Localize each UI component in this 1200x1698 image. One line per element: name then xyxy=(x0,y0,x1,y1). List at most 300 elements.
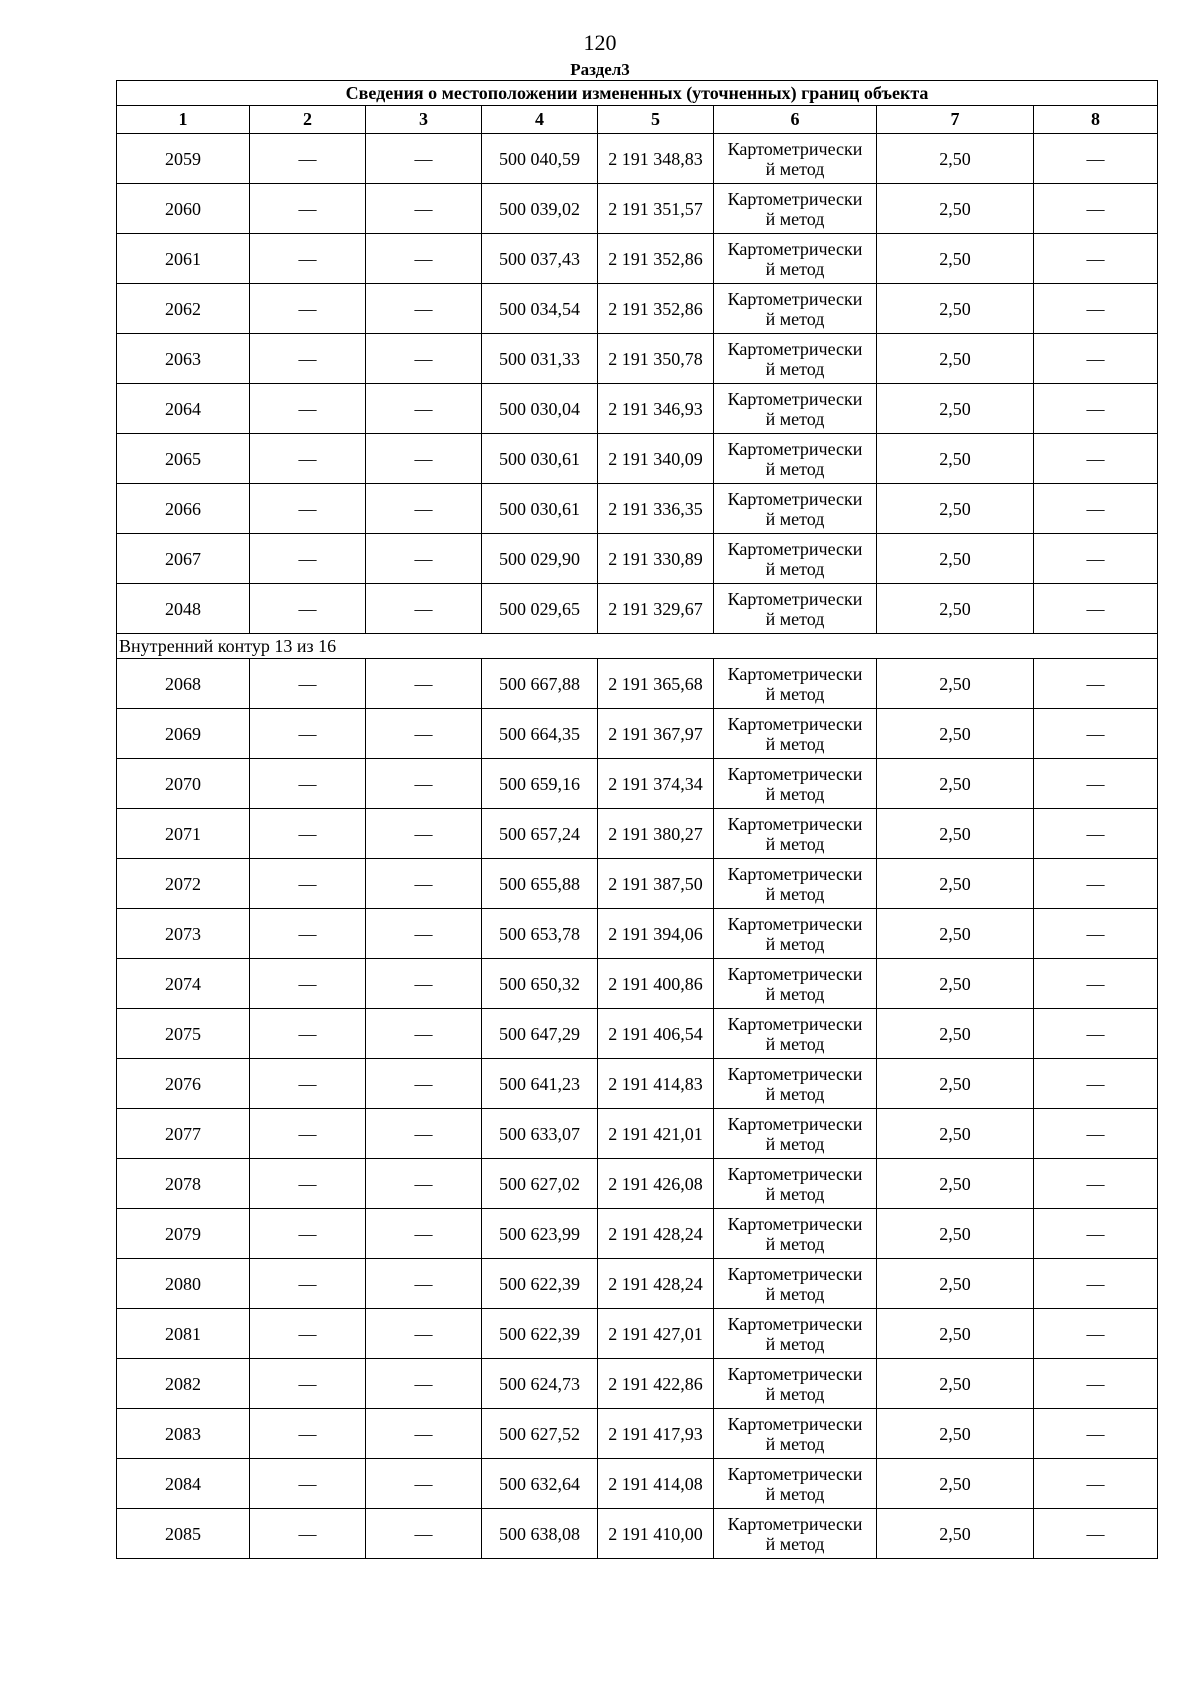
method-line-2: й метод xyxy=(765,208,825,229)
x-coordinate-cell: 500 622,39 xyxy=(482,1259,598,1309)
contour-label: Внутренний контур 13 из 16 xyxy=(117,634,1158,659)
empty-dash-cell: — xyxy=(366,284,482,334)
y-coordinate-cell: 2 191 365,68 xyxy=(598,659,714,709)
method-cell xyxy=(714,1409,877,1459)
point-number-cell: 2070 xyxy=(117,759,250,809)
empty-dash-cell: — xyxy=(1034,909,1158,959)
empty-dash-cell: — xyxy=(1034,1259,1158,1309)
empty-dash-cell: — xyxy=(1034,1209,1158,1259)
empty-dash-cell: — xyxy=(250,134,366,184)
method-cell xyxy=(714,434,877,484)
method-cell xyxy=(714,1009,877,1059)
x-coordinate-cell: 500 030,04 xyxy=(482,384,598,434)
column-number: 4 xyxy=(482,106,598,134)
section-title: Раздел3 xyxy=(570,60,630,79)
empty-dash-cell: — xyxy=(250,1009,366,1059)
method-cell xyxy=(714,1309,877,1359)
point-number-cell: 2063 xyxy=(117,334,250,384)
method-line-2: й метод xyxy=(765,1033,825,1054)
empty-dash-cell: — xyxy=(366,759,482,809)
method-cell xyxy=(714,959,877,1009)
empty-dash-cell: — xyxy=(366,1509,482,1559)
empty-dash-cell: — xyxy=(366,1309,482,1359)
table-row xyxy=(117,584,1158,634)
method-line-1: Картометрически xyxy=(727,1063,863,1084)
method-cell xyxy=(714,659,877,709)
x-coordinate-cell: 500 622,39 xyxy=(482,1309,598,1359)
y-coordinate-cell: 2 191 374,34 xyxy=(598,759,714,809)
y-coordinate-cell: 2 191 414,08 xyxy=(598,1459,714,1509)
empty-dash-cell: — xyxy=(366,1159,482,1209)
point-number-cell: 2074 xyxy=(117,959,250,1009)
table-row xyxy=(117,859,1158,909)
x-coordinate-cell: 500 040,59 xyxy=(482,134,598,184)
boundary-coordinates-table xyxy=(116,80,1158,1559)
method-cell xyxy=(714,384,877,434)
empty-dash-cell: — xyxy=(250,759,366,809)
y-coordinate-cell: 2 191 406,54 xyxy=(598,1009,714,1059)
outer-contour-rows xyxy=(117,134,1158,634)
x-coordinate-cell: 500 039,02 xyxy=(482,184,598,234)
x-coordinate-cell: 500 029,90 xyxy=(482,534,598,584)
empty-dash-cell: — xyxy=(366,909,482,959)
empty-dash-cell: — xyxy=(250,1359,366,1409)
y-coordinate-cell: 2 191 350,78 xyxy=(598,334,714,384)
x-coordinate-cell: 500 641,23 xyxy=(482,1059,598,1109)
empty-dash-cell: — xyxy=(250,1309,366,1359)
method-line-2: й метод xyxy=(765,983,825,1004)
empty-dash-cell: — xyxy=(366,659,482,709)
empty-dash-cell: — xyxy=(250,909,366,959)
column-number: 7 xyxy=(877,106,1034,134)
point-number-cell: 2082 xyxy=(117,1359,250,1409)
method-cell xyxy=(714,709,877,759)
method-line-2: й метод xyxy=(765,1133,825,1154)
accuracy-cell: 2,50 xyxy=(877,584,1034,634)
accuracy-cell: 2,50 xyxy=(877,809,1034,859)
empty-dash-cell: — xyxy=(250,284,366,334)
column-number: 5 xyxy=(598,106,714,134)
empty-dash-cell: — xyxy=(1034,384,1158,434)
empty-dash-cell: — xyxy=(250,184,366,234)
x-coordinate-cell: 500 624,73 xyxy=(482,1359,598,1409)
point-number-cell: 2062 xyxy=(117,284,250,334)
empty-dash-cell: — xyxy=(366,1109,482,1159)
empty-dash-cell: — xyxy=(250,1209,366,1259)
point-number-cell: 2069 xyxy=(117,709,250,759)
accuracy-cell: 2,50 xyxy=(877,534,1034,584)
column-number: 3 xyxy=(366,106,482,134)
table-row xyxy=(117,1259,1158,1309)
method-line-2: й метод xyxy=(765,933,825,954)
empty-dash-cell: — xyxy=(250,1459,366,1509)
y-coordinate-cell: 2 191 352,86 xyxy=(598,234,714,284)
method-line-2: й метод xyxy=(765,158,825,179)
empty-dash-cell: — xyxy=(1034,1409,1158,1459)
y-coordinate-cell: 2 191 352,86 xyxy=(598,284,714,334)
empty-dash-cell: — xyxy=(366,434,482,484)
empty-dash-cell: — xyxy=(366,334,482,384)
empty-dash-cell: — xyxy=(366,484,482,534)
accuracy-cell: 2,50 xyxy=(877,1459,1034,1509)
method-cell xyxy=(714,1209,877,1259)
y-coordinate-cell: 2 191 394,06 xyxy=(598,909,714,959)
method-line-1: Картометрически xyxy=(727,438,863,459)
x-coordinate-cell: 500 030,61 xyxy=(482,434,598,484)
empty-dash-cell: — xyxy=(366,809,482,859)
column-number: 8 xyxy=(1034,106,1158,134)
empty-dash-cell: — xyxy=(250,584,366,634)
empty-dash-cell: — xyxy=(366,1409,482,1459)
accuracy-cell: 2,50 xyxy=(877,659,1034,709)
empty-dash-cell: — xyxy=(250,1059,366,1109)
x-coordinate-cell: 500 030,61 xyxy=(482,484,598,534)
method-cell xyxy=(714,484,877,534)
empty-dash-cell: — xyxy=(1034,859,1158,909)
x-coordinate-cell: 500 647,29 xyxy=(482,1009,598,1059)
x-coordinate-cell: 500 650,32 xyxy=(482,959,598,1009)
point-number-cell: 2048 xyxy=(117,584,250,634)
empty-dash-cell: — xyxy=(250,1509,366,1559)
method-cell xyxy=(714,809,877,859)
x-coordinate-cell: 500 659,16 xyxy=(482,759,598,809)
empty-dash-cell: — xyxy=(250,334,366,384)
x-coordinate-cell: 500 657,24 xyxy=(482,809,598,859)
method-line-2: й метод xyxy=(765,683,825,704)
empty-dash-cell: — xyxy=(1034,1509,1158,1559)
table-row xyxy=(117,659,1158,709)
point-number-cell: 2061 xyxy=(117,234,250,284)
y-coordinate-cell: 2 191 421,01 xyxy=(598,1109,714,1159)
empty-dash-cell: — xyxy=(1034,759,1158,809)
accuracy-cell: 2,50 xyxy=(877,1509,1034,1559)
method-line-1: Картометрически xyxy=(727,588,863,609)
y-coordinate-cell: 2 191 387,50 xyxy=(598,859,714,909)
y-coordinate-cell: 2 191 351,57 xyxy=(598,184,714,234)
table-row xyxy=(117,1409,1158,1459)
y-coordinate-cell: 2 191 414,83 xyxy=(598,1059,714,1109)
method-cell xyxy=(714,584,877,634)
method-cell xyxy=(714,234,877,284)
empty-dash-cell: — xyxy=(250,1109,366,1159)
empty-dash-cell: — xyxy=(1034,184,1158,234)
contour-separator xyxy=(117,634,1158,659)
empty-dash-cell: — xyxy=(250,434,366,484)
table-row xyxy=(117,484,1158,534)
method-line-1: Картометрически xyxy=(727,913,863,934)
empty-dash-cell: — xyxy=(1034,434,1158,484)
method-line-2: й метод xyxy=(765,783,825,804)
point-number-cell: 2066 xyxy=(117,484,250,534)
method-line-2: й метод xyxy=(765,608,825,629)
inner-contour-rows xyxy=(117,659,1158,1559)
method-cell xyxy=(714,1359,877,1409)
empty-dash-cell: — xyxy=(366,1259,482,1309)
empty-dash-cell: — xyxy=(1034,1059,1158,1109)
x-coordinate-cell: 500 034,54 xyxy=(482,284,598,334)
method-line-2: й метод xyxy=(765,733,825,754)
accuracy-cell: 2,50 xyxy=(877,184,1034,234)
point-number-cell: 2078 xyxy=(117,1159,250,1209)
empty-dash-cell: — xyxy=(250,234,366,284)
point-number-cell: 2059 xyxy=(117,134,250,184)
accuracy-cell: 2,50 xyxy=(877,1259,1034,1309)
method-line-2: й метод xyxy=(765,1333,825,1354)
empty-dash-cell: — xyxy=(250,859,366,909)
method-line-1: Картометрически xyxy=(727,1413,863,1434)
x-coordinate-cell: 500 632,64 xyxy=(482,1459,598,1509)
point-number-cell: 2073 xyxy=(117,909,250,959)
method-line-1: Картометрически xyxy=(727,538,863,559)
empty-dash-cell: — xyxy=(366,384,482,434)
empty-dash-cell: — xyxy=(1034,484,1158,534)
method-line-1: Картометрически xyxy=(727,1313,863,1334)
empty-dash-cell: — xyxy=(366,1009,482,1059)
empty-dash-cell: — xyxy=(1034,1009,1158,1059)
accuracy-cell: 2,50 xyxy=(877,1109,1034,1159)
y-coordinate-cell: 2 191 400,86 xyxy=(598,959,714,1009)
point-number-cell: 2085 xyxy=(117,1509,250,1559)
method-line-1: Картометрически xyxy=(727,963,863,984)
table-row xyxy=(117,1309,1158,1359)
empty-dash-cell: — xyxy=(250,534,366,584)
method-line-1: Картометрически xyxy=(727,138,863,159)
point-number-cell: 2065 xyxy=(117,434,250,484)
accuracy-cell: 2,50 xyxy=(877,334,1034,384)
y-coordinate-cell: 2 191 336,35 xyxy=(598,484,714,534)
table-row xyxy=(117,1459,1158,1509)
accuracy-cell: 2,50 xyxy=(877,384,1034,434)
method-line-1: Картометрически xyxy=(727,1113,863,1134)
y-coordinate-cell: 2 191 348,83 xyxy=(598,134,714,184)
table-row xyxy=(117,384,1158,434)
method-line-2: й метод xyxy=(765,1083,825,1104)
method-cell xyxy=(714,184,877,234)
method-line-2: й метод xyxy=(765,1183,825,1204)
point-number-cell: 2080 xyxy=(117,1259,250,1309)
empty-dash-cell: — xyxy=(250,384,366,434)
accuracy-cell: 2,50 xyxy=(877,434,1034,484)
empty-dash-cell: — xyxy=(366,959,482,1009)
point-number-cell: 2075 xyxy=(117,1009,250,1059)
method-cell xyxy=(714,334,877,384)
y-coordinate-cell: 2 191 417,93 xyxy=(598,1409,714,1459)
x-coordinate-cell: 500 655,88 xyxy=(482,859,598,909)
method-cell xyxy=(714,1259,877,1309)
accuracy-cell: 2,50 xyxy=(877,1209,1034,1259)
x-coordinate-cell: 500 664,35 xyxy=(482,709,598,759)
empty-dash-cell: — xyxy=(250,1259,366,1309)
accuracy-cell: 2,50 xyxy=(877,959,1034,1009)
accuracy-cell: 2,50 xyxy=(877,284,1034,334)
x-coordinate-cell: 500 623,99 xyxy=(482,1209,598,1259)
y-coordinate-cell: 2 191 427,01 xyxy=(598,1309,714,1359)
empty-dash-cell: — xyxy=(250,1159,366,1209)
method-line-1: Картометрически xyxy=(727,1463,863,1484)
empty-dash-cell: — xyxy=(1034,1309,1158,1359)
method-cell xyxy=(714,1059,877,1109)
empty-dash-cell: — xyxy=(366,709,482,759)
method-line-2: й метод xyxy=(765,458,825,479)
point-number-cell: 2068 xyxy=(117,659,250,709)
method-line-1: Картометрически xyxy=(727,763,863,784)
empty-dash-cell: — xyxy=(366,584,482,634)
table-row xyxy=(117,759,1158,809)
empty-dash-cell: — xyxy=(1034,534,1158,584)
method-line-1: Картометрически xyxy=(727,813,863,834)
empty-dash-cell: — xyxy=(250,709,366,759)
method-cell xyxy=(714,1509,877,1559)
method-line-1: Картометрически xyxy=(727,238,863,259)
method-line-2: й метод xyxy=(765,1433,825,1454)
accuracy-cell: 2,50 xyxy=(877,1059,1034,1109)
y-coordinate-cell: 2 191 340,09 xyxy=(598,434,714,484)
x-coordinate-cell: 500 627,52 xyxy=(482,1409,598,1459)
empty-dash-cell: — xyxy=(1034,809,1158,859)
accuracy-cell: 2,50 xyxy=(877,134,1034,184)
y-coordinate-cell: 2 191 330,89 xyxy=(598,534,714,584)
table-row xyxy=(117,809,1158,859)
accuracy-cell: 2,50 xyxy=(877,1309,1034,1359)
empty-dash-cell: — xyxy=(366,534,482,584)
x-coordinate-cell: 500 037,43 xyxy=(482,234,598,284)
y-coordinate-cell: 2 191 410,00 xyxy=(598,1509,714,1559)
table-row xyxy=(117,284,1158,334)
empty-dash-cell: — xyxy=(366,1459,482,1509)
table-row xyxy=(117,1209,1158,1259)
empty-dash-cell: — xyxy=(1034,959,1158,1009)
y-coordinate-cell: 2 191 428,24 xyxy=(598,1259,714,1309)
method-cell xyxy=(714,284,877,334)
accuracy-cell: 2,50 xyxy=(877,1409,1034,1459)
point-number-cell: 2064 xyxy=(117,384,250,434)
accuracy-cell: 2,50 xyxy=(877,1009,1034,1059)
y-coordinate-cell: 2 191 346,93 xyxy=(598,384,714,434)
empty-dash-cell: — xyxy=(250,659,366,709)
column-number: 2 xyxy=(250,106,366,134)
method-line-2: й метод xyxy=(765,1233,825,1254)
accuracy-cell: 2,50 xyxy=(877,234,1034,284)
empty-dash-cell: — xyxy=(1034,1459,1158,1509)
empty-dash-cell: — xyxy=(1034,1109,1158,1159)
column-number: 6 xyxy=(714,106,877,134)
point-number-cell: 2084 xyxy=(117,1459,250,1509)
table-row xyxy=(117,184,1158,234)
table-row xyxy=(117,1109,1158,1159)
method-line-2: й метод xyxy=(765,258,825,279)
table-row xyxy=(117,709,1158,759)
table-caption: Сведения о местоположении измененных (уточненных) границ объекта xyxy=(117,81,1158,106)
method-line-1: Картометрически xyxy=(727,1263,863,1284)
empty-dash-cell: — xyxy=(366,1209,482,1259)
method-cell xyxy=(714,1459,877,1509)
table-row xyxy=(117,1159,1158,1209)
method-line-1: Картометрически xyxy=(727,1213,863,1234)
empty-dash-cell: — xyxy=(1034,659,1158,709)
table-row xyxy=(117,234,1158,284)
method-line-2: й метод xyxy=(765,1533,825,1554)
empty-dash-cell: — xyxy=(1034,709,1158,759)
empty-dash-cell: — xyxy=(366,859,482,909)
y-coordinate-cell: 2 191 426,08 xyxy=(598,1159,714,1209)
table-row xyxy=(117,1009,1158,1059)
empty-dash-cell: — xyxy=(250,484,366,534)
table-row xyxy=(117,334,1158,384)
method-cell xyxy=(714,759,877,809)
y-coordinate-cell: 2 191 329,67 xyxy=(598,584,714,634)
x-coordinate-cell: 500 627,02 xyxy=(482,1159,598,1209)
table-row xyxy=(117,434,1158,484)
method-line-1: Картометрически xyxy=(727,1013,863,1034)
x-coordinate-cell: 500 029,65 xyxy=(482,584,598,634)
method-line-1: Картометрически xyxy=(727,663,863,684)
table-row xyxy=(117,134,1158,184)
empty-dash-cell: — xyxy=(1034,584,1158,634)
empty-dash-cell: — xyxy=(1034,284,1158,334)
accuracy-cell: 2,50 xyxy=(877,484,1034,534)
method-line-2: й метод xyxy=(765,1283,825,1304)
column-number: 1 xyxy=(117,106,250,134)
empty-dash-cell: — xyxy=(1034,334,1158,384)
accuracy-cell: 2,50 xyxy=(877,909,1034,959)
method-line-1: Картометрически xyxy=(727,188,863,209)
x-coordinate-cell: 500 031,33 xyxy=(482,334,598,384)
empty-dash-cell: — xyxy=(366,184,482,234)
method-line-1: Картометрически xyxy=(727,1513,863,1534)
y-coordinate-cell: 2 191 367,97 xyxy=(598,709,714,759)
empty-dash-cell: — xyxy=(1034,234,1158,284)
method-cell xyxy=(714,534,877,584)
method-line-2: й метод xyxy=(765,558,825,579)
point-number-cell: 2060 xyxy=(117,184,250,234)
method-cell xyxy=(714,1159,877,1209)
empty-dash-cell: — xyxy=(366,1059,482,1109)
empty-dash-cell: — xyxy=(1034,1159,1158,1209)
accuracy-cell: 2,50 xyxy=(877,1159,1034,1209)
method-line-2: й метод xyxy=(765,1383,825,1404)
method-line-1: Картометрически xyxy=(727,1163,863,1184)
method-cell xyxy=(714,134,877,184)
empty-dash-cell: — xyxy=(250,809,366,859)
empty-dash-cell: — xyxy=(1034,134,1158,184)
method-line-1: Картометрически xyxy=(727,863,863,884)
table-row xyxy=(117,909,1158,959)
x-coordinate-cell: 500 633,07 xyxy=(482,1109,598,1159)
method-line-2: й метод xyxy=(765,1483,825,1504)
table-row xyxy=(117,1509,1158,1559)
table-row xyxy=(117,534,1158,584)
method-line-2: й метод xyxy=(765,308,825,329)
method-cell xyxy=(714,909,877,959)
point-number-cell: 2081 xyxy=(117,1309,250,1359)
accuracy-cell: 2,50 xyxy=(877,859,1034,909)
x-coordinate-cell: 500 638,08 xyxy=(482,1509,598,1559)
method-line-2: й метод xyxy=(765,833,825,854)
method-line-1: Картометрически xyxy=(727,338,863,359)
empty-dash-cell: — xyxy=(366,134,482,184)
method-line-2: й метод xyxy=(765,358,825,379)
empty-dash-cell: — xyxy=(250,959,366,1009)
method-cell xyxy=(714,1109,877,1159)
point-number-cell: 2077 xyxy=(117,1109,250,1159)
table-row xyxy=(117,1359,1158,1409)
x-coordinate-cell: 500 667,88 xyxy=(482,659,598,709)
y-coordinate-cell: 2 191 380,27 xyxy=(598,809,714,859)
point-number-cell: 2083 xyxy=(117,1409,250,1459)
point-number-cell: 2079 xyxy=(117,1209,250,1259)
empty-dash-cell: — xyxy=(366,234,482,284)
accuracy-cell: 2,50 xyxy=(877,709,1034,759)
